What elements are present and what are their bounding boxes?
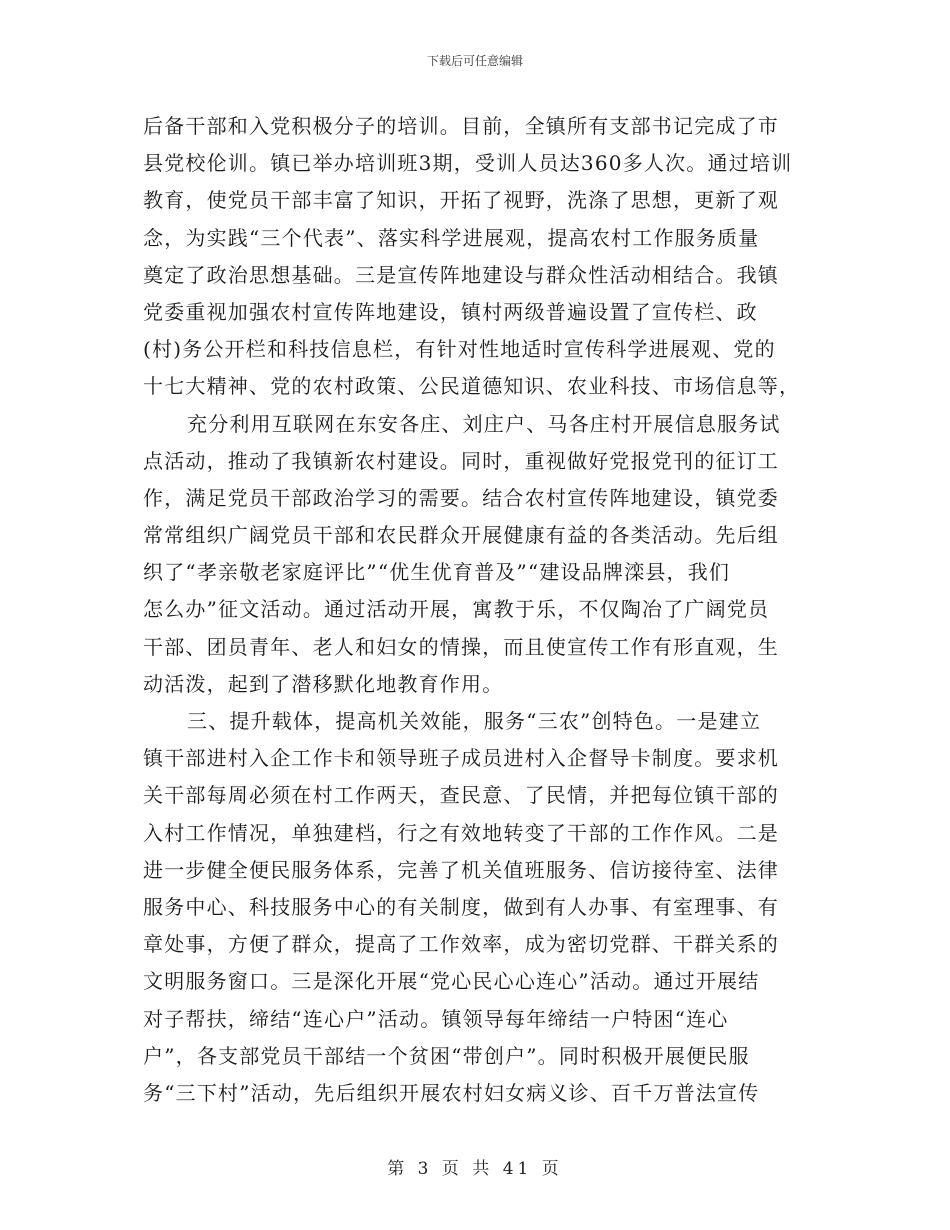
text-line: 入村工作情况，单独建档，行之有效地转变了干部的工作作风。二是 xyxy=(143,820,779,845)
text-line: 点活动，推动了我镇新农村建设。同时，重视做好党报党刊的征订工 xyxy=(143,448,779,473)
text-line: 织了“孝亲敬老家庭评比”“优生优育普及”“建设品牌滦县，我们 xyxy=(143,560,731,585)
text-line: 镇干部进村入企工作卡和领导班子成员进村入企督导卡制度。要求机 xyxy=(143,746,779,771)
text-line: 常常组织广阔党员干部和农民群众开展健康有益的各类活动。先后组 xyxy=(143,523,779,548)
text-line: 对子帮扶，缔结“连心户”活动。镇领导每年缔结一户特困“连心 xyxy=(143,1006,729,1031)
text-line: 文明服务窗口。三是深化开展“党心民心心连心”活动。通过开展结 xyxy=(143,969,760,994)
text-line: 户”，各支部党员干部结一个贫困“带创户”。同时积极开展便民服 xyxy=(143,1043,750,1068)
text-line: 动活泼，起到了潜移默化地教育作用。 xyxy=(143,671,504,696)
text-line: 服务中心、科技服务中心的有关制度，做到有人办事、有室理事、有 xyxy=(143,894,779,919)
text-line: 怎么办”征文活动。通过活动开展，寓教于乐，不仅陶冶了广阔党员 xyxy=(143,597,770,622)
text-line: (村)务公开栏和科技信息栏，有针对性地适时宣传科学进展观、党的 xyxy=(143,337,776,362)
page-header: 下载后可任意编辑 xyxy=(426,54,523,68)
document-body xyxy=(143,108,813,1112)
text-line: 作，满足党员干部政治学习的需要。结合农村宣传阵地建设，镇党委 xyxy=(143,485,779,510)
text-line: 县党校伦训。镇已举办培训班3期，受训人员达360多人次。通过培训 xyxy=(143,151,793,176)
text-line: 党委重视加强农村宣传阵地建设，镇村两级普遍设置了宣传栏、政 xyxy=(143,299,758,324)
text-line: 十七大精神、党的农村政策、公民道德知识、农业科技、市场信息等， xyxy=(143,374,801,399)
page-number-footer: 第 3 页 共 41 页 xyxy=(387,1159,563,1179)
text-line: 教育，使党员干部丰富了知识，开拓了视野，洗涤了思想，更新了观 xyxy=(143,188,779,213)
paragraph-first-line: 三、提升载体，提高机关效能，服务“三农”创特色。一是建立 xyxy=(187,709,762,733)
text-line: 奠定了政治思想基础。三是宣传阵地建设与群众性活动相结合。我镇 xyxy=(143,262,779,287)
text-line: 章处事，方便了群众，提高了工作效率，成为密切党群、干群关系的 xyxy=(143,932,779,957)
text-line: 念，为实践“三个代表”、落实科学进展观，提高农村工作服务质量 xyxy=(143,225,760,250)
text-line: 干部、团员青年、老人和妇女的情操，而且使宣传工作有形直观，生 xyxy=(143,634,779,659)
text-line: 后备干部和入党积极分子的培训。目前，全镇所有支部书记完成了市 xyxy=(143,114,779,138)
text-line: 关干部每周必须在村工作两天，查民意、了民情，并把每位镇干部的 xyxy=(143,783,779,808)
paragraph-first-line: 充分利用互联网在东安各庄、刘庄户、马各庄村开展信息服务试 xyxy=(187,411,781,436)
text-line: 进一步健全便民服务体系，完善了机关值班服务、信访接待室、法律 xyxy=(143,857,779,882)
text-line: 务“三下村”活动，先后组织开展农村妇女病义诊、百千万普法宣传 xyxy=(143,1080,760,1105)
